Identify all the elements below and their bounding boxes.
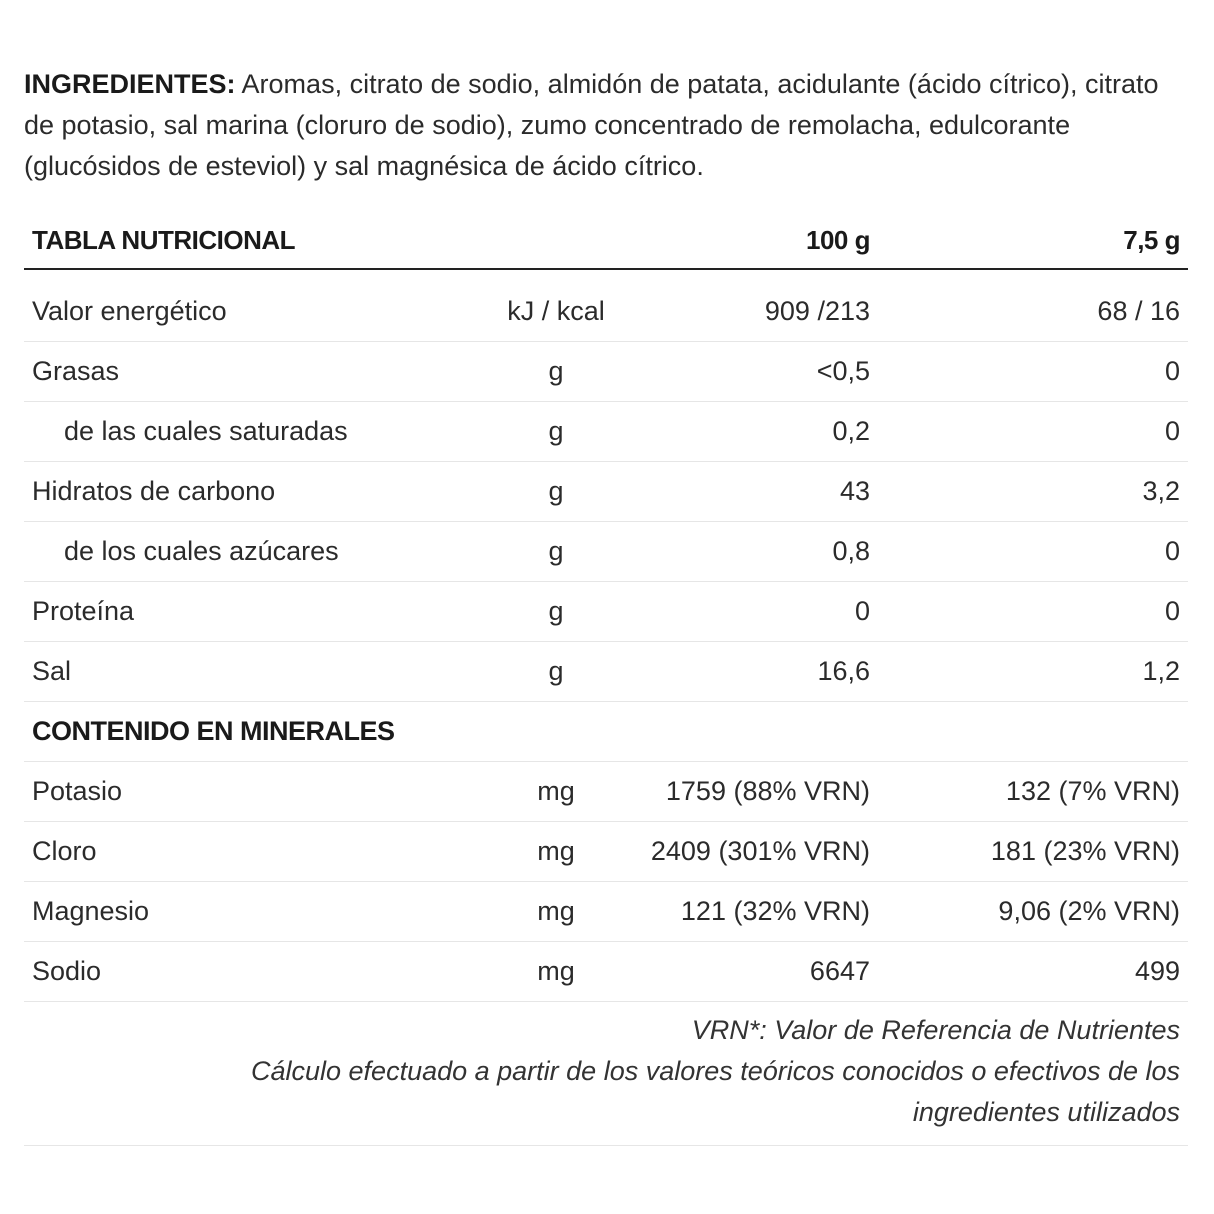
nutrient-name: Hidratos de carbono — [32, 476, 276, 506]
minerals-title: CONTENIDO EN MINERALES — [32, 716, 395, 746]
value-per-serving: 0 — [1164, 596, 1180, 626]
table-row — [24, 762, 1188, 822]
mineral-name: Potasio — [32, 776, 123, 806]
value-per-serving: 0 — [1164, 416, 1180, 446]
value-per-serving: 132 (7% VRN) — [1005, 776, 1180, 806]
table-header — [24, 216, 1188, 270]
value-per-100g: 6647 — [809, 956, 870, 986]
mineral-name: Sodio — [32, 956, 102, 986]
ingredients-label: INGREDIENTES: — [24, 69, 236, 99]
minerals-section-header — [24, 702, 1188, 762]
value-per-100g: 121 (32% VRN) — [680, 896, 870, 926]
table-row — [24, 942, 1188, 1002]
value-per-100g: 909 /213 — [764, 296, 870, 326]
table-row — [24, 342, 1188, 402]
table-row — [24, 462, 1188, 522]
value-per-serving: 9,06 (2% VRN) — [998, 896, 1180, 926]
mineral-name: Magnesio — [32, 896, 150, 926]
footnote-calculation: Cálculo efectuado a partir de los valores teóricos conocidos o efectivos de los ingredientes utilizados — [250, 1056, 1180, 1127]
column-header-per-100g: 100 g — [806, 225, 870, 255]
value-per-100g: <0,5 — [816, 356, 870, 386]
value-per-100g: 1759 (88% VRN) — [665, 776, 870, 806]
mineral-unit: mg — [537, 836, 575, 866]
nutrient-unit: g — [548, 416, 564, 446]
mineral-unit: mg — [537, 896, 575, 926]
table-row — [24, 522, 1188, 582]
mineral-unit: mg — [537, 776, 575, 806]
value-per-serving: 0 — [1164, 536, 1180, 566]
value-per-100g: 16,6 — [817, 656, 870, 686]
value-per-100g: 2409 (301% VRN) — [650, 836, 870, 866]
table-title: TABLA NUTRICIONAL — [32, 225, 296, 255]
ingredients-text: Aromas, citrato de sodio, almidón de patata, acidulante (ácido cítrico), citrato de potasio, sal marina (cloruro de sodio), zumo concentrado de remolacha, edulcorante (glucósidos de esteviol) y sal magnésica de ácido cítrico. — [24, 69, 1159, 181]
value-per-100g: 0,8 — [832, 536, 870, 566]
table-row — [24, 402, 1188, 462]
ingredients-paragraph — [24, 64, 1194, 187]
value-per-serving: 181 (23% VRN) — [990, 836, 1180, 866]
table-row — [24, 642, 1188, 702]
value-per-100g: 0 — [854, 596, 870, 626]
nutrient-name: de los cuales azúcares — [64, 536, 339, 566]
mineral-name: Cloro — [32, 836, 97, 866]
value-per-serving: 3,2 — [1142, 476, 1180, 506]
footnote — [24, 1002, 1188, 1146]
nutrient-name: Sal — [32, 656, 72, 686]
nutrient-unit: kJ / kcal — [507, 296, 605, 326]
table-row — [24, 282, 1188, 342]
nutrient-unit: g — [548, 596, 564, 626]
column-header-per-serving: 7,5 g — [1123, 225, 1180, 255]
nutrient-unit: g — [548, 536, 564, 566]
value-per-serving: 1,2 — [1142, 656, 1180, 686]
value-per-serving: 499 — [1134, 956, 1180, 986]
footnote-vrn: VRN*: Valor de Referencia de Nutrientes — [691, 1015, 1180, 1045]
nutrient-name: Proteína — [32, 596, 135, 626]
value-per-serving: 68 / 16 — [1097, 296, 1180, 326]
header-spacer — [24, 270, 1188, 282]
value-per-serving: 0 — [1164, 356, 1180, 386]
nutrient-name: Valor energético — [32, 296, 227, 326]
nutrient-name: Grasas — [32, 356, 120, 386]
mineral-unit: mg — [537, 956, 575, 986]
nutrient-unit: g — [548, 476, 564, 506]
nutrient-unit: g — [548, 356, 564, 386]
nutrient-unit: g — [548, 656, 564, 686]
table-row — [24, 582, 1188, 642]
table-row — [24, 882, 1188, 942]
value-per-100g: 0,2 — [832, 416, 870, 446]
value-per-100g: 43 — [839, 476, 870, 506]
nutrient-name: de las cuales saturadas — [64, 416, 348, 446]
nutrition-table — [24, 216, 1188, 1146]
table-row — [24, 822, 1188, 882]
